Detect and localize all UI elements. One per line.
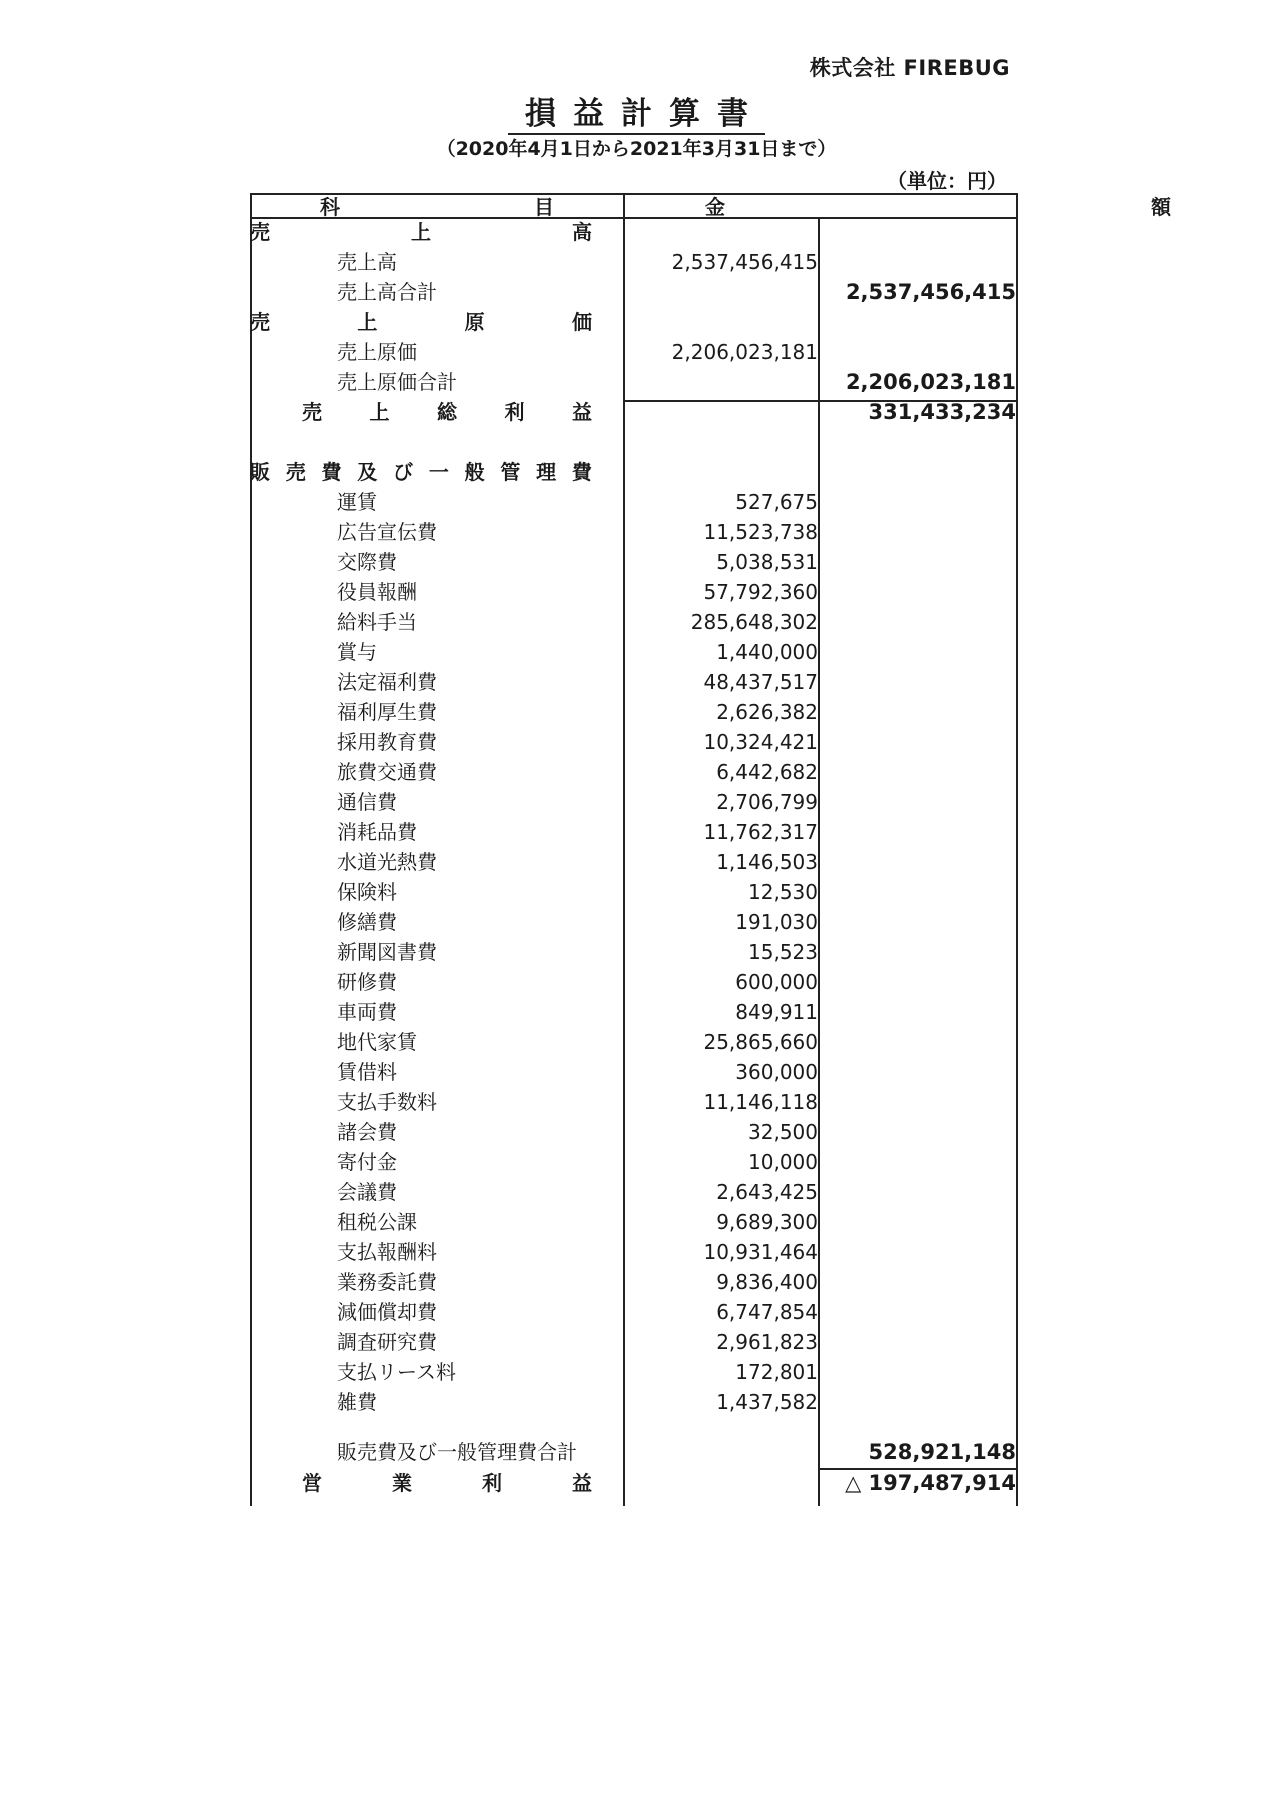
header-amount xyxy=(705,193,1171,217)
sga-item-amount: 527,675 xyxy=(735,490,818,514)
sales-total-label: 売上高合計 xyxy=(337,280,437,304)
sga-item-label: 賞与 xyxy=(337,640,377,664)
sga-item-amount: 11,146,118 xyxy=(703,1090,818,1114)
sga-item-amount: 2,961,823 xyxy=(716,1330,818,1354)
sga-heading-char: 及 xyxy=(357,460,378,484)
sales-item-label: 売上高 xyxy=(337,250,397,274)
sga-total-row xyxy=(250,1437,1016,1467)
sga-item-row xyxy=(250,1177,1016,1207)
sga-item-row xyxy=(250,1297,1016,1327)
sales-heading xyxy=(250,217,592,247)
gross-profit-char: 上 xyxy=(369,400,390,424)
sga-item-row xyxy=(250,1387,1016,1417)
sales-item-amount: 2,537,456,415 xyxy=(671,250,818,274)
sga-item-amount: 360,000 xyxy=(735,1060,818,1084)
cogs-heading-char: 売 xyxy=(250,310,270,334)
sales-heading-char: 高 xyxy=(572,220,592,244)
header-subject xyxy=(320,193,554,217)
sga-heading xyxy=(250,457,592,487)
sga-item-row xyxy=(250,1117,1016,1147)
sga-item-label: 福利厚生費 xyxy=(337,700,437,724)
sga-item-amount: 6,442,682 xyxy=(716,760,818,784)
gross-profit-char: 売 xyxy=(302,400,322,424)
sga-item-label: 消耗品費 xyxy=(337,820,417,844)
sga-heading-char: び xyxy=(393,460,414,484)
sga-item-amount: 2,626,382 xyxy=(716,700,818,724)
cogs-item-label: 売上原価 xyxy=(337,340,417,364)
sga-item-amount: 849,911 xyxy=(735,1000,818,1024)
sga-item-label: 賃借料 xyxy=(337,1060,397,1084)
sga-item-amount: 1,146,503 xyxy=(716,850,818,874)
sga-item-amount: 2,643,425 xyxy=(716,1180,818,1204)
sga-item-label: 業務委託費 xyxy=(337,1270,437,1294)
sga-item-amount: 1,440,000 xyxy=(716,640,818,664)
sga-item-label: 租税公課 xyxy=(337,1210,417,1234)
sga-item-label: 支払リース料 xyxy=(337,1360,456,1384)
sga-item-amount: 172,801 xyxy=(735,1360,818,1384)
cogs-heading xyxy=(250,307,592,337)
operating-profit-row xyxy=(250,1468,1016,1498)
sga-item-label: 広告宣伝費 xyxy=(337,520,437,544)
gross-profit-char: 総 xyxy=(437,400,457,424)
right-border xyxy=(1016,193,1018,1506)
sga-item-amount: 11,523,738 xyxy=(703,520,818,544)
sga-heading-row xyxy=(250,457,1016,487)
sga-item-row xyxy=(250,1147,1016,1177)
sga-item-amount: 32,500 xyxy=(748,1120,818,1144)
sales-total-amount: 2,537,456,415 xyxy=(845,280,1016,304)
sga-item-amount: 15,523 xyxy=(748,940,818,964)
sga-item-label: 支払手数料 xyxy=(337,1090,437,1114)
sga-item-label: 研修費 xyxy=(337,970,397,994)
operating-profit-char: 営 xyxy=(302,1471,322,1495)
gross-profit-char: 利 xyxy=(504,400,525,424)
sga-item-row xyxy=(250,577,1016,607)
sga-item-row xyxy=(250,1207,1016,1237)
sga-item-row xyxy=(250,517,1016,547)
sga-item-label: 通信費 xyxy=(337,790,397,814)
sga-item-row xyxy=(250,1327,1016,1357)
sga-item-row xyxy=(250,847,1016,877)
sga-item-amount: 1,437,582 xyxy=(716,1390,818,1414)
sga-item-amount: 12,530 xyxy=(748,880,818,904)
operating-profit-char: 利 xyxy=(482,1471,502,1495)
sga-item-row xyxy=(250,997,1016,1027)
sga-item-row xyxy=(250,817,1016,847)
sga-item-amount: 285,648,302 xyxy=(690,610,818,634)
cogs-total-label: 売上原価合計 xyxy=(337,370,457,394)
sga-item-row xyxy=(250,727,1016,757)
sga-item-row xyxy=(250,907,1016,937)
sga-item-label: 交際費 xyxy=(337,550,397,574)
cogs-total-amount: 2,206,023,181 xyxy=(845,370,1016,394)
cogs-heading-char: 原 xyxy=(464,310,485,334)
sga-item-row xyxy=(250,877,1016,907)
sga-item-label: 支払報酬料 xyxy=(337,1240,437,1264)
gross-profit-row xyxy=(250,397,1016,427)
sga-item-amount: 9,689,300 xyxy=(716,1210,818,1234)
sga-item-amount: 5,038,531 xyxy=(716,550,818,574)
sga-item-amount: 11,762,317 xyxy=(703,820,818,844)
sales-item-row xyxy=(250,247,1016,277)
sga-item-label: 調査研究費 xyxy=(337,1330,437,1354)
sga-item-label: 役員報酬 xyxy=(337,580,417,604)
cogs-heading-row xyxy=(250,307,1016,337)
cogs-total-row xyxy=(250,367,1016,397)
sga-heading-char: 管 xyxy=(500,460,521,484)
sga-item-row xyxy=(250,1237,1016,1267)
document-title-text: 損益計算書 xyxy=(508,96,765,135)
income-statement-table xyxy=(250,193,1171,1506)
sga-item-row xyxy=(250,787,1016,817)
sga-item-row xyxy=(250,547,1016,577)
sga-item-label: 諸会費 xyxy=(337,1120,397,1144)
fiscal-period: （2020年4月1日から2021年3月31日まで） xyxy=(436,138,837,160)
sga-item-label: 地代家賃 xyxy=(337,1030,417,1054)
sga-item-amount: 600,000 xyxy=(735,970,818,994)
sga-item-row xyxy=(250,1087,1016,1117)
header-amount-char-2: 額 xyxy=(1151,194,1171,219)
sga-item-label: 給料手当 xyxy=(337,610,417,634)
document-title xyxy=(0,88,1273,133)
sga-heading-char: 販 xyxy=(250,460,270,484)
sga-heading-char: 理 xyxy=(536,460,557,484)
sga-heading-char: 費 xyxy=(571,460,592,484)
header-subject-char-2: 目 xyxy=(534,194,554,219)
sga-item-amount: 6,747,854 xyxy=(716,1300,818,1324)
sales-heading-char: 売 xyxy=(250,220,270,244)
sga-item-label: 法定福利費 xyxy=(337,670,437,694)
sales-heading-row xyxy=(250,217,1016,247)
sga-item-amount: 9,836,400 xyxy=(716,1270,818,1294)
operating-profit-amount: △ 197,487,914 xyxy=(845,1471,1016,1495)
sales-total-row xyxy=(250,277,1016,307)
sga-item-label: 修繕費 xyxy=(337,910,397,934)
sga-item-row xyxy=(250,937,1016,967)
cogs-heading-char: 上 xyxy=(357,310,378,334)
sga-item-row xyxy=(250,1027,1016,1057)
sga-heading-char: 売 xyxy=(285,460,306,484)
cogs-heading-char: 価 xyxy=(571,310,592,334)
sga-item-label: 運賃 xyxy=(337,490,377,514)
header-amount-char-1: 金 xyxy=(705,194,725,219)
gross-profit-label xyxy=(302,397,592,427)
sga-item-amount: 10,000 xyxy=(748,1150,818,1174)
sga-item-label: 新聞図書費 xyxy=(337,940,437,964)
sga-item-amount: 191,030 xyxy=(735,910,818,934)
sga-item-row xyxy=(250,757,1016,787)
cogs-item-row xyxy=(250,337,1016,367)
operating-profit-label xyxy=(302,1468,592,1498)
gross-profit-char: 益 xyxy=(572,400,592,424)
operating-profit-char: 業 xyxy=(392,1471,412,1495)
sga-item-label: 寄付金 xyxy=(337,1150,397,1174)
sga-heading-char: 一 xyxy=(428,460,449,484)
sga-item-row xyxy=(250,1357,1016,1387)
sga-item-row xyxy=(250,1267,1016,1297)
company-name: 株式会社 FIREBUG xyxy=(809,56,1010,80)
sga-item-label: 会議費 xyxy=(337,1180,397,1204)
gross-profit-amount: 331,433,234 xyxy=(868,400,1016,424)
sga-item-row xyxy=(250,487,1016,517)
sga-item-amount: 10,324,421 xyxy=(703,730,818,754)
sga-item-label: 雑費 xyxy=(337,1390,377,1414)
sga-item-row xyxy=(250,1057,1016,1087)
sga-item-row xyxy=(250,967,1016,997)
header-subject-char-1: 科 xyxy=(320,194,340,219)
sga-item-label: 保険料 xyxy=(337,880,397,904)
sga-item-label: 旅費交通費 xyxy=(337,760,437,784)
sga-total-label: 販売費及び一般管理費合計 xyxy=(337,1440,577,1464)
sga-item-label: 採用教育費 xyxy=(337,730,437,754)
sga-heading-char: 費 xyxy=(321,460,342,484)
sga-item-row xyxy=(250,637,1016,667)
sga-item-amount: 48,437,517 xyxy=(703,670,818,694)
sga-total-amount: 528,921,148 xyxy=(868,1440,1016,1464)
sga-item-label: 車両費 xyxy=(337,1000,397,1024)
operating-profit-char: 益 xyxy=(572,1471,592,1495)
sga-item-amount: 57,792,360 xyxy=(703,580,818,604)
sales-heading-char: 上 xyxy=(411,220,431,244)
sga-item-label: 水道光熱費 xyxy=(337,850,437,874)
sga-item-label: 減価償却費 xyxy=(337,1300,437,1324)
sga-item-amount: 2,706,799 xyxy=(716,790,818,814)
sga-item-row xyxy=(250,697,1016,727)
cogs-item-amount: 2,206,023,181 xyxy=(671,340,818,364)
sga-heading-char: 般 xyxy=(464,460,485,484)
sga-item-amount: 25,865,660 xyxy=(703,1030,818,1054)
sga-item-row xyxy=(250,667,1016,697)
sga-item-row xyxy=(250,607,1016,637)
currency-unit: （単位：円） xyxy=(887,169,1007,193)
sga-item-amount: 10,931,464 xyxy=(703,1240,818,1264)
